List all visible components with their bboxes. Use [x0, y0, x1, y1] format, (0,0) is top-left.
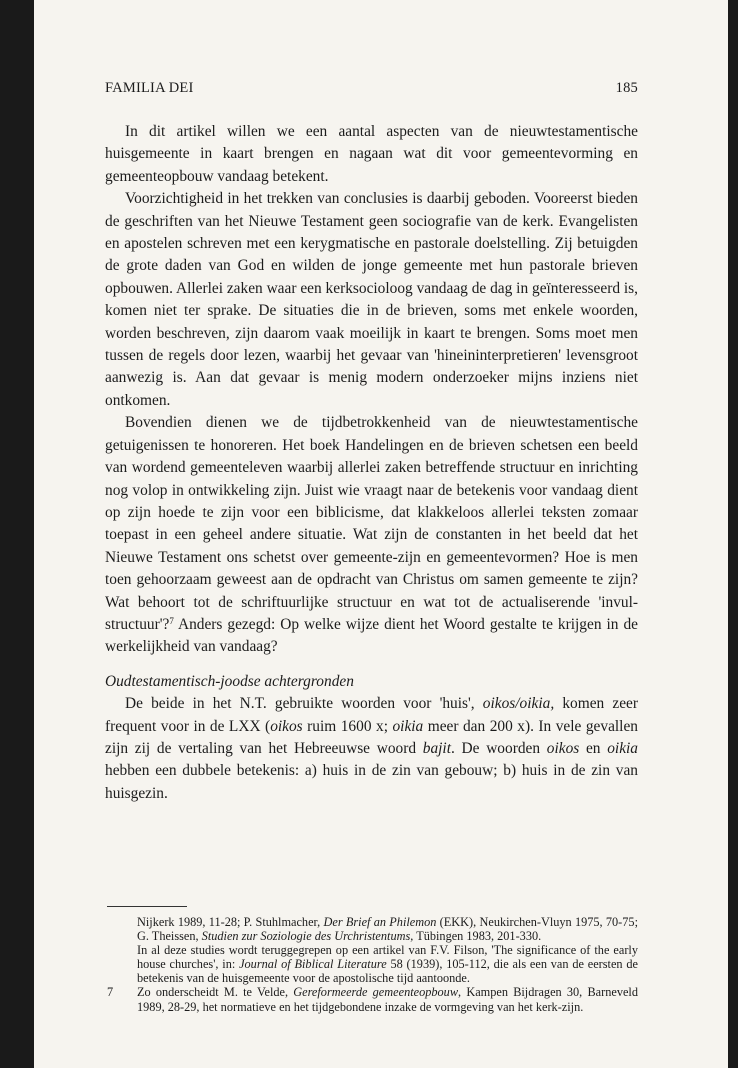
- footnote-text: In al deze studies wordt teruggegrepen op een artikel van F.V. Filson, 'The significance of the early house churches', in:: [137, 943, 638, 972]
- footnote-text: Zo onderscheidt M. te Velde,: [137, 985, 294, 1000]
- footnote-number: 7: [107, 985, 114, 1000]
- page-number: 185: [615, 80, 638, 96]
- footnote-title: Studien zur Soziologie des Urchristentums,: [201, 929, 414, 944]
- footnote-text: , Kampen Bijdragen 30, Barneveld 1989, 28-29, het normatieve en het tijdgebondene inzake de vormgeving van het kerk-zijn.: [137, 985, 638, 1014]
- p4-term: oikia: [392, 717, 424, 735]
- paragraph-4: [105, 693, 638, 805]
- footnote-continuation-1: [107, 915, 638, 943]
- p4-text: hebben een dubbele betekenis: a) huis in de zin van gebouw; b) huis in de zin van huisgezin.: [105, 762, 638, 802]
- body-text: [105, 121, 638, 805]
- p4-term: oikos: [270, 717, 303, 735]
- footnote-text: (EKK), Neukirchen-Vluyn 1975, 70-75; G. Theissen,: [137, 915, 638, 944]
- running-title: FAMILIA DEI: [105, 80, 194, 96]
- footnote-rule: [107, 906, 187, 907]
- footnote-title: Journal of Biblical Literature: [239, 957, 387, 972]
- paragraph-2: Voorzichtigheid in het trekken van conclusies is daarbij geboden. Vooreerst bieden de geschriften van het Nieuwe Testament geen sociografie van de kerk. Evangelisten en apostelen schreven met een kerygmatische en pastorale doelstelling. Zij betuigden de grote daden van God en wilden de jonge gemeente met hun pastorale brieven opbouwen. Allerlei zaken waar een kerksocioloog vandaag de dag in geïnteresseerd is, komen niet ter sprake. De situaties die in de brieven, soms met enkele woorden, worden beschreven, zijn daarom vaak moeilijk in kaart te brengen. Soms moet men tussen de regels door lezen, waarbij het gevaar van 'hineininterpretieren' levensgroot aanwezig is. Aan dat gevaar is menig modern onderzoeker mijns inziens niet ontkomen.: [105, 190, 638, 409]
- p4-text: komen zeer frequent voor in de LXX (: [105, 695, 638, 735]
- footnotes: [107, 915, 638, 1014]
- footnote-ref-7[interactable]: 7: [169, 615, 174, 626]
- paragraph-1: In dit artikel willen we een aantal aspecten van de nieuwtestamentische huisgemeente in kaart brengen en nagaan wat dit voor gemeentevorming en gemeenteopbouw vandaag betekent.: [105, 123, 638, 185]
- p4-text: De beide in het N.T. gebruikte woorden voor 'huis',: [125, 695, 483, 713]
- p4-text: . De woorden: [450, 739, 547, 757]
- paragraph-3: [105, 412, 638, 658]
- p4-text: meer dan 200 x). In vele gevallen zijn zij de vertaling van het Hebreeuwse woord: [105, 717, 638, 757]
- paragraph-3-text: Bovendien dienen we de tijdbetrokkenheid van de nieuwtestamentische getuigenissen te honoreren. Het boek Handelingen en de brieven schetsen een beeld van wordend gemeenteleven waarbij allerlei zaken betreffende structuur en inrichting nog volop in ontwikkeling zijn. Juist wie vraagt naar de betekenis voor vandaag dient op zijn hoede te zijn voor een biblicisme, dat klakkeloos allerlei teksten zomaar toepast in een geheel andere situatie. Wat zijn de constanten in het beeld dat het Nieuwe Testament ons schetst over gemeente-zijn en gemeentevormen? Hoe is men toen gehoorzaam geweest aan de opdracht van Christus om samen gemeente te zijn? Wat behoort tot de schriftuurlijke structuur en wat tot de actualiserende 'invul-structuur'?: [105, 414, 638, 633]
- footnote-continuation-2: [107, 943, 638, 985]
- footnote-7: [107, 985, 638, 1013]
- footnote-text: 58 (1939), 105-112, die als een van de eersten de betekenis van de huisgemeente voor de apostolische tijd aantoonde.: [137, 957, 638, 986]
- footnote-text: Tübingen 1983, 201-330.: [413, 929, 542, 944]
- p4-term: oikos: [546, 739, 580, 757]
- paragraph-3-tail: Anders gezegd: Op welke wijze dient het Woord gestalte te krijgen in de werkelijkheid van vandaag?: [105, 615, 638, 656]
- p4-text: en: [579, 739, 608, 757]
- book-page: [34, 0, 728, 1068]
- p4-term: bajit: [422, 739, 451, 757]
- footnote-text: Nijkerk 1989, 11-28; P. Stuhlmacher,: [137, 915, 324, 929]
- p4-term: oikos/oikia,: [482, 695, 555, 713]
- footnote-title: Der Brief an Philemon: [323, 915, 437, 929]
- footnote-title: Gereformeerde gemeenteopbouw: [293, 985, 459, 1000]
- p4-term: oikia: [607, 739, 638, 757]
- section-heading: Oudtestamentisch-joodse achtergronden: [105, 672, 354, 690]
- p4-text: ruim 1600 x;: [302, 717, 393, 735]
